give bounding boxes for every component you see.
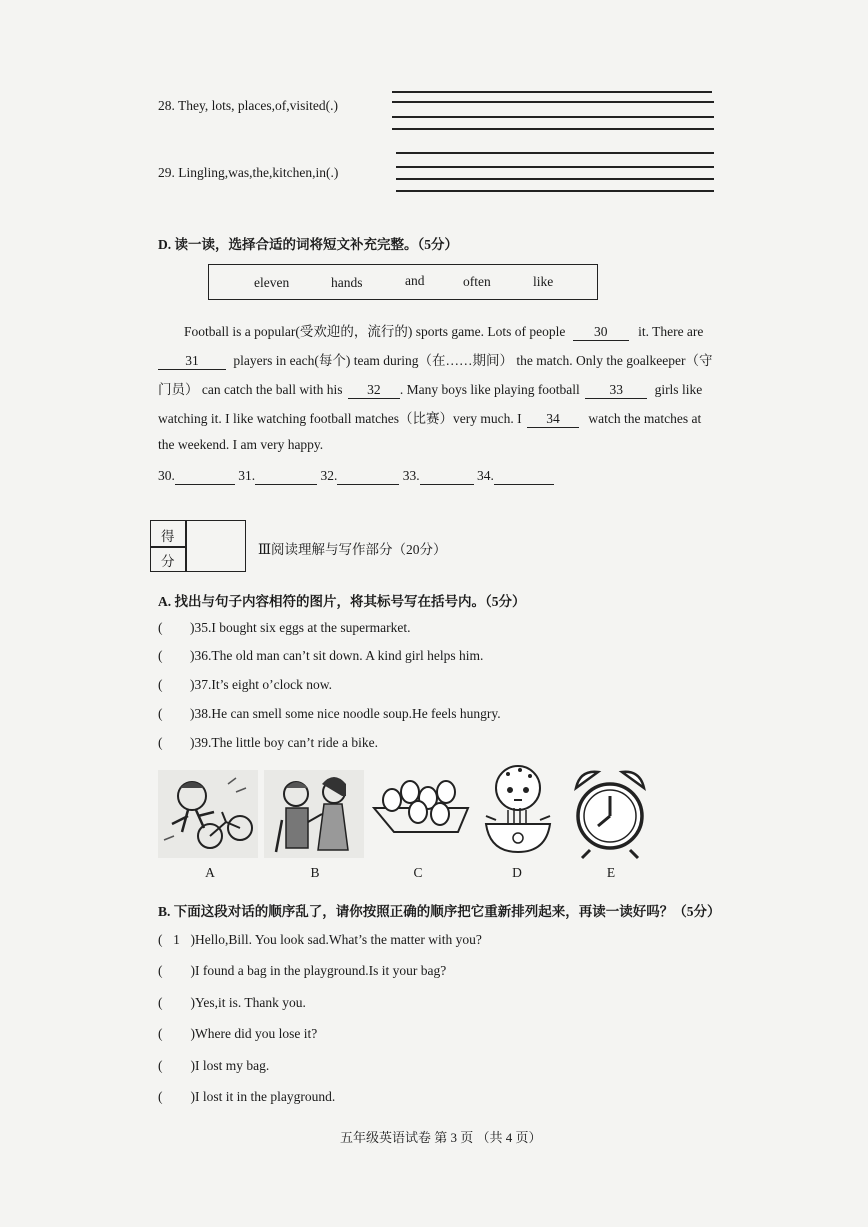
- answer-blank[interactable]: [255, 468, 317, 485]
- answer-line: [392, 91, 712, 93]
- question-29: 29. Lingling,was,the,kitchen,in(.): [158, 165, 339, 180]
- picture-label: E: [606, 865, 616, 880]
- blank-34: 34: [527, 411, 579, 428]
- answer-line: [396, 166, 714, 168]
- alarm-clock-picture: [570, 766, 650, 862]
- dialogue-line: ( )Yes,it is. Thank you.: [158, 995, 306, 1010]
- answer-line: [392, 128, 714, 130]
- picture-label: C: [413, 865, 423, 880]
- answer-blank[interactable]: [337, 468, 399, 485]
- passage-line: 31 players in each(每个) team during（在……期间） the match. Only the goalkeeper（守: [158, 349, 713, 370]
- section-a-title: A. 找出与句子内容相符的图片，将其标号写在括号内。（5分）: [158, 594, 526, 609]
- dialogue-line: ( )I lost it in the playground.: [158, 1089, 336, 1104]
- blank-30: 30: [573, 324, 629, 341]
- section-b-title: B. 下面这段对话的顺序乱了，请你按照正确的顺序把它重新排列起来，再读一读好吗？（5分）: [158, 904, 721, 919]
- dialogue-line: ( )Where did you lose it?: [158, 1026, 318, 1041]
- word-bank-item: hands: [331, 275, 363, 290]
- answer-line: [396, 178, 714, 180]
- answer-line: [392, 116, 714, 118]
- score-label: 分: [161, 554, 175, 569]
- answer-line: [396, 190, 714, 192]
- picture-label: B: [310, 865, 320, 880]
- answer-label: 33.: [402, 468, 420, 483]
- answer-row: [158, 468, 554, 485]
- boy-falling-bike-picture: [158, 770, 258, 858]
- part-3-title: Ⅲ阅读理解与写作部分（20分）: [258, 542, 447, 557]
- passage-line: watching it. I like watching football matches（比赛）very much. I 34 watch the matches at: [158, 411, 702, 426]
- question-36: ( )36.The old man can’t sit down. A kind girl helps him.: [158, 648, 484, 663]
- section-d-title: D. 读一读，选择合适的词将短文补充完整。（5分）: [158, 237, 458, 252]
- question-37: ( )37.It’s eight o’clock now.: [158, 677, 332, 692]
- answer-label: 34.: [477, 468, 494, 483]
- score-box: [150, 520, 246, 572]
- answer-blank[interactable]: [494, 468, 554, 485]
- word-bank-item: and: [405, 273, 425, 288]
- passage-line: 门员） can catch the ball with his 32 . Many boys like playing football 33 girls like: [158, 382, 703, 397]
- word-bank-item: like: [533, 274, 554, 289]
- answer-blank[interactable]: [420, 468, 474, 485]
- page-footer: 五年级英语试卷 第 3 页 （共 4 页）: [340, 1130, 542, 1145]
- blank-33: 33: [585, 382, 647, 399]
- word-bank: [208, 264, 598, 300]
- answer-label: 30.: [158, 468, 175, 483]
- boy-eating-noodles-picture: [478, 760, 558, 860]
- score-label: 得: [161, 529, 175, 544]
- egg-carton-picture: [370, 778, 470, 838]
- dialogue-line: ( )I found a bag in the playground.Is it your bag?: [158, 963, 447, 978]
- order-number[interactable]: 1: [173, 932, 180, 947]
- answer-blank[interactable]: [175, 468, 235, 485]
- picture-label: A: [205, 865, 215, 880]
- passage-line: Football is a popular(受欢迎的，流行的) sports game. Lots of people 30 it. There are: [184, 324, 704, 339]
- question-38: ( )38.He can smell some nice noodle soup.He feels hungry.: [158, 706, 501, 721]
- old-man-and-girl-picture: [264, 770, 364, 858]
- answer-line: [392, 101, 714, 103]
- dialogue-line: ( 1 )Hello,Bill. You look sad.What’s the matter with you?: [158, 932, 482, 947]
- question-35: ( )35.I bought six eggs at the supermarket.: [158, 620, 411, 635]
- blank-31: 31: [158, 353, 226, 370]
- blank-32: 32: [348, 382, 400, 399]
- answer-line: [396, 152, 714, 154]
- answer-label: 31.: [238, 468, 256, 483]
- picture-label: D: [512, 865, 522, 880]
- word-bank-item: eleven: [254, 275, 290, 290]
- word-bank-item: often: [463, 274, 491, 289]
- dialogue-line: ( )I lost my bag.: [158, 1058, 270, 1073]
- question-39: ( )39.The little boy can’t ride a bike.: [158, 735, 378, 750]
- passage-line: the weekend. I am very happy.: [158, 437, 324, 452]
- question-28: 28. They, lots, places,of,visited(.): [158, 98, 338, 113]
- answer-label: 32.: [320, 468, 338, 483]
